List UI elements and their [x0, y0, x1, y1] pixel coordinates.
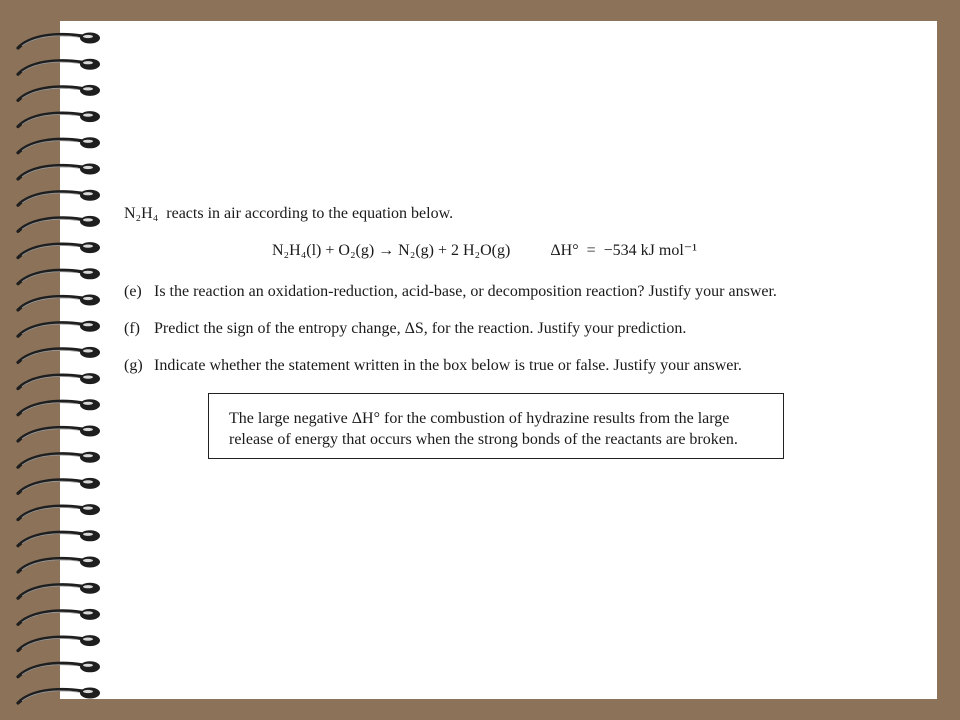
- question-text: Is the reaction an oxidation-reduction, acid-base, or decomposition reaction? Justify your answer.: [154, 283, 777, 300]
- enthalpy-label: ΔH°: [550, 242, 579, 259]
- intro-line: [124, 205, 453, 223]
- question-letter: (f): [124, 320, 140, 337]
- statement-line-1: The large negative ΔH° for the combustion of hydrazine results from the large: [229, 410, 730, 427]
- question-f: [124, 320, 686, 338]
- intro-formula: N₂H₄: [124, 205, 159, 222]
- equals-sign: =: [586, 242, 596, 259]
- question-e: [124, 283, 777, 301]
- question-text: Indicate whether the statement written in the box below is true or false. Justify your answer.: [154, 357, 742, 374]
- question-letter: (e): [124, 283, 142, 300]
- intro-text: reacts in air according to the equation below.: [166, 205, 454, 222]
- question-text: Predict the sign of the entropy change, ΔS, for the reaction. Justify your prediction.: [154, 320, 687, 337]
- reaction-equation: [272, 240, 697, 260]
- equation-text: N₂H₄(l) + O₂(g) → N₂(g) + 2 H₂O(g): [272, 242, 511, 259]
- statement-line-2: release of energy that occurs when the strong bonds of the reactants are broken.: [229, 431, 738, 448]
- question-g: [124, 357, 742, 375]
- question-letter: (g): [124, 357, 143, 374]
- enthalpy-value: −534 kJ mol⁻¹: [603, 242, 698, 259]
- statement-box: [208, 393, 784, 459]
